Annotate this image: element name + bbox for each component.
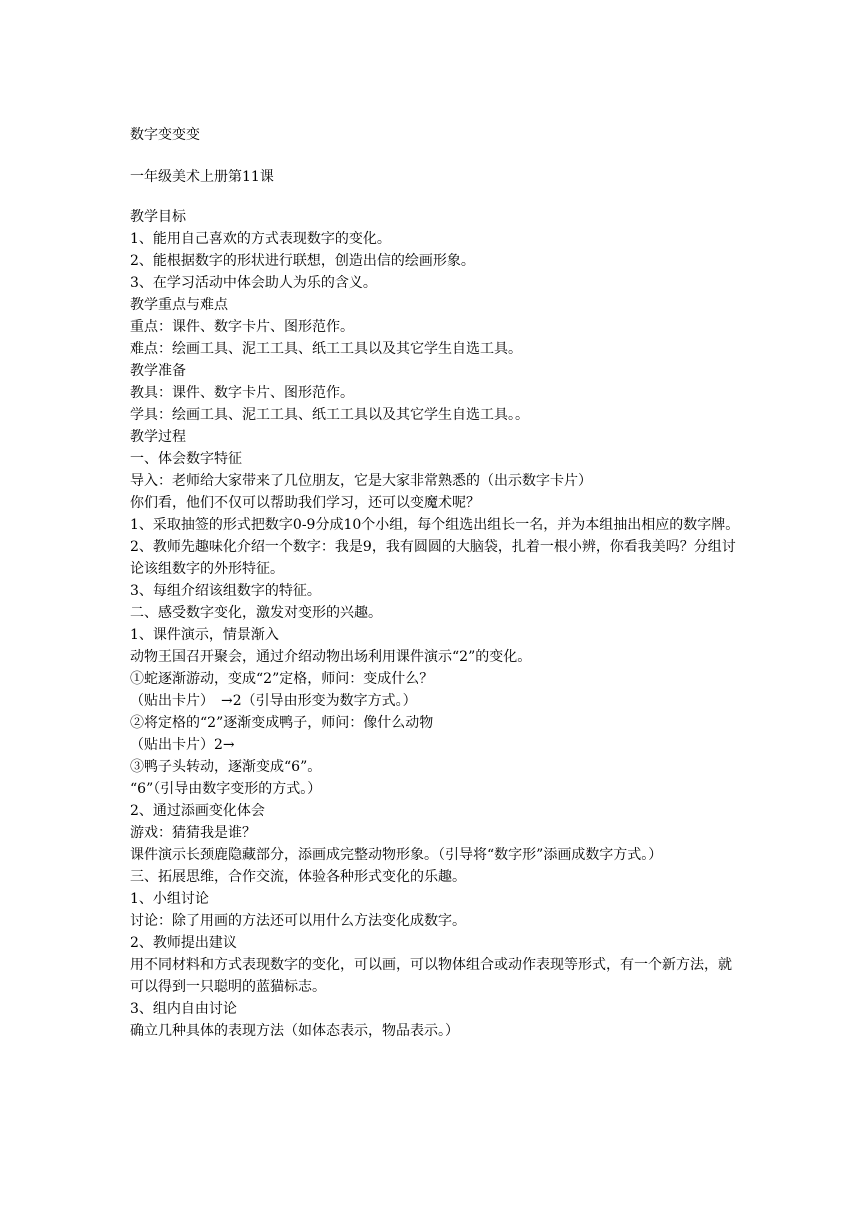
paragraph: 1、课件演示，情景渐入 — [130, 627, 279, 643]
document-page — [130, 124, 740, 1042]
paragraph: ③鸭子头转动，逐渐变成“6”。 — [130, 759, 322, 775]
paragraph: 2、教师先趣味化介绍一个数字：我是9，我有圆圆的大脑袋，扎着一根小辨，你看我美吗？分组讨论该组数字的外形特征。 — [130, 539, 736, 577]
paragraph: 3、每组介绍该组数字的特征。 — [130, 583, 321, 599]
paragraph: 重点：课件、数字卡片、图形范作。 — [130, 319, 354, 335]
paragraph: 你们看，他们不仅可以帮助我们学习，还可以变魔术呢？ — [130, 495, 480, 511]
paragraph: 用不同材料和方式表现数字的变化，可以画，可以物体组合或动作表现等形式，有一个新方法，就可以得到一只聪明的蓝猫标志。 — [130, 957, 732, 995]
paragraph: ①蛇逐渐游动，变成“2”定格，师问：变成什么？ — [130, 671, 434, 687]
paragraph: 2、教师提出建议 — [130, 935, 237, 951]
paragraph: 动物王国召开聚会，通过介绍动物出场利用课件演示“2”的变化。 — [130, 649, 532, 665]
paragraph: 游戏：猜猜我是谁？ — [130, 825, 256, 841]
paragraph: 讨论：除了用画的方法还可以用什么方法变化成数字。 — [130, 913, 466, 929]
document-title: 数字变变变 — [130, 127, 200, 143]
paragraph: 1、能用自己喜欢的方式表现数字的变化。 — [130, 231, 391, 247]
section-heading-key-points: 教学重点与难点 — [130, 297, 228, 313]
paragraph: 难点：绘画工具、泥工工具、纸工工具以及其它学生自选工具。 — [130, 341, 522, 357]
paragraph: 2、能根据数字的形状进行联想，创造出信的绘画形象。 — [130, 253, 475, 269]
paragraph: 学具：绘画工具、泥工工具、纸工工具以及其它学生自选工具。。 — [130, 407, 529, 423]
document-subtitle: 一年级美术上册第11课 — [130, 169, 274, 185]
paragraph: （贴出卡片） →2（引导由形变为数字方式。） — [130, 693, 417, 709]
paragraph: 课件演示长颈鹿隐藏部分，添画成完整动物形象。（引导将“数字形”添画成数字方式。） — [130, 847, 663, 863]
paragraph: 教具：课件、数字卡片、图形范作。 — [130, 385, 354, 401]
subsection-heading: 三、拓展思维，合作交流，体验各种形式变化的乐趣。 — [130, 869, 466, 885]
subsection-heading: 二、感受数字变化，激发对变形的兴趣。 — [130, 605, 382, 621]
paragraph: 3、在学习活动中体会助人为乐的含义。 — [130, 275, 377, 291]
paragraph: （贴出卡片）2→ — [130, 737, 235, 753]
paragraph: 1、小组讨论 — [130, 891, 209, 907]
paragraph: 2、通过添画变化体会 — [130, 803, 265, 819]
paragraph: 确立几种具体的表现方法（如体态表示，物品表示。） — [130, 1023, 459, 1039]
paragraph: 导入：老师给大家带来了几位朋友，它是大家非常熟悉的（出示数字卡片） — [130, 473, 592, 489]
paragraph: “6”（引导由数字变形的方式。） — [130, 781, 322, 797]
section-heading-process: 教学过程 — [130, 429, 186, 445]
paragraph: ②将定格的“2”逐渐变成鸭子，师问：像什么动物 — [130, 715, 434, 731]
section-heading-objectives: 教学目标 — [130, 209, 186, 225]
subsection-heading: 一、体会数字特征 — [130, 451, 242, 467]
section-heading-preparation: 教学准备 — [130, 363, 186, 379]
paragraph: 3、组内自由讨论 — [130, 1001, 237, 1017]
paragraph: 1、采取抽签的形式把数字0-9分成10个小组，每个组选出组长一名，并为本组抽出相应的数字牌。 — [130, 517, 740, 533]
